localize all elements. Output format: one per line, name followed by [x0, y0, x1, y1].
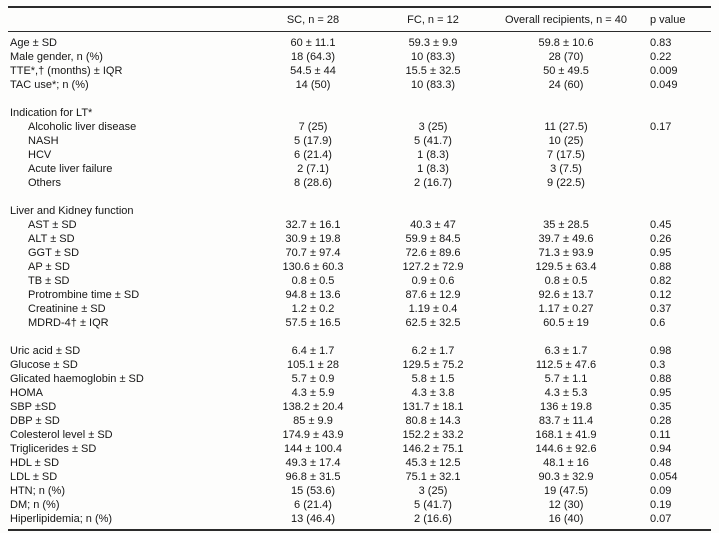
row-label: TAC use*; n (%): [10, 79, 89, 91]
cell-pvalue: 0.35: [650, 401, 672, 413]
cell-overall: 9 (22.5): [547, 177, 585, 189]
cell-overall: 129.5 ± 63.4: [535, 261, 597, 273]
header-fc: FC, n = 12: [407, 13, 459, 26]
cell-pvalue: 0.11: [650, 429, 671, 441]
cell-sc: 54.5 ± 44: [290, 65, 336, 77]
cell-sc: 30.9 ± 19.8: [285, 233, 341, 245]
cell-sc: 70.7 ± 97.4: [285, 247, 341, 259]
spacer-row: [8, 330, 711, 344]
table-row: [8, 50, 711, 64]
cell-pvalue: 0.95: [650, 387, 672, 399]
cell-fc: 146.2 ± 75.1: [402, 443, 464, 455]
cell-fc: 62.5 ± 32.5: [405, 317, 461, 329]
cell-sc: 7 (25): [298, 121, 328, 133]
cell-overall: 1.17 ± 0.27: [538, 303, 594, 315]
cell-fc: 45.3 ± 12.5: [405, 457, 461, 469]
cell-overall: 35 ± 28.5: [543, 219, 589, 231]
table-row: [8, 498, 711, 512]
cell-sc: 18 (64.3): [290, 51, 336, 63]
cell-overall: 19 (47.5): [543, 485, 589, 497]
cell-sc: 105.1 ± 28: [287, 359, 339, 371]
table-row: [8, 512, 711, 526]
row-label: Colesterol level ± SD: [10, 429, 113, 441]
cell-pvalue: 0.22: [650, 51, 672, 63]
table-row: [8, 344, 711, 358]
cell-overall: 59.8 ± 10.6: [538, 37, 594, 49]
cell-fc: 1.19 ± 0.4: [408, 303, 458, 315]
cell-fc: 75.1 ± 32.1: [405, 471, 461, 483]
table-row: [8, 288, 711, 302]
row-label: GGT ± SD: [28, 247, 80, 259]
spacer-row: [8, 190, 711, 204]
row-label: AST ± SD: [28, 219, 77, 231]
table-row: [8, 358, 711, 372]
table-row: [8, 274, 711, 288]
cell-overall: 12 (30): [548, 499, 584, 511]
table-row: [8, 302, 711, 316]
table-row: [8, 64, 711, 78]
cell-overall: 48.1 ± 16: [543, 457, 589, 469]
header-pvalue: p value: [650, 13, 686, 26]
cell-overall: 10 (25): [548, 135, 584, 147]
cell-sc: 13 (46.4): [290, 513, 336, 525]
cell-overall: 71.3 ± 93.9: [538, 247, 594, 259]
cell-pvalue: 0.88: [650, 373, 672, 385]
cell-fc: 1 (8.3): [417, 163, 449, 175]
table-row: [8, 260, 711, 274]
cell-sc: 5 (17.9): [294, 135, 332, 147]
cell-pvalue: 0.83: [650, 37, 672, 49]
cell-fc: 2 (16.7): [414, 177, 452, 189]
cell-sc: 85 ± 9.9: [293, 415, 333, 427]
row-label: Glicated haemoglobin ± SD: [10, 373, 144, 385]
cell-sc: 138.2 ± 20.4: [282, 401, 344, 413]
cell-overall: 136 ± 19.8: [540, 401, 592, 413]
cell-overall: 28 (70): [548, 51, 584, 63]
cell-overall: 16 (40): [548, 513, 584, 525]
cell-pvalue: 0.95: [650, 247, 672, 259]
cell-fc: 40.3 ± 47: [410, 219, 456, 231]
cell-pvalue: 0.049: [650, 79, 678, 91]
cell-overall: 112.5 ± 47.6: [535, 359, 597, 371]
cell-sc: 6 (21.4): [294, 499, 332, 511]
cell-pvalue: 0.98: [650, 345, 672, 357]
cell-overall: 60.5 ± 19: [543, 317, 589, 329]
cell-sc: 1.2 ± 0.2: [291, 303, 335, 315]
header-overall: Overall recipients, n = 40: [505, 13, 627, 26]
cell-fc: 127.2 ± 72.9: [402, 261, 464, 273]
cell-fc: 2 (16.6): [414, 513, 452, 525]
cell-overall: 50 ± 49.5: [543, 65, 589, 77]
cell-overall: 144.6 ± 92.6: [535, 443, 597, 455]
cell-pvalue: 0.94: [650, 443, 672, 455]
row-label: HTN; n (%): [10, 485, 65, 497]
row-label: HDL ± SD: [10, 457, 60, 469]
row-label: AP ± SD: [28, 261, 70, 273]
table-row: [8, 400, 711, 414]
comparison-table: [8, 6, 711, 531]
cell-pvalue: 0.82: [650, 275, 672, 287]
row-label: Acute liver failure: [28, 163, 113, 175]
cell-fc: 1 (8.3): [417, 149, 449, 161]
table-row: [8, 470, 711, 484]
row-label: Male gender, n (%): [10, 51, 103, 63]
table-row: [8, 162, 711, 176]
table-row: [8, 78, 711, 92]
row-label: Others: [28, 177, 62, 189]
cell-pvalue: 0.6: [650, 317, 666, 329]
cell-fc: 6.2 ± 1.7: [411, 345, 455, 357]
row-label: Hiperlipidemia; n (%): [10, 513, 113, 525]
cell-fc: 72.6 ± 89.6: [405, 247, 461, 259]
cell-overall: 0.8 ± 0.5: [544, 275, 588, 287]
cell-sc: 49.3 ± 17.4: [285, 457, 341, 469]
header-sc: SC, n = 28: [286, 13, 340, 26]
row-label: Glucose ± SD: [10, 359, 78, 371]
row-label: Uric acid ± SD: [10, 345, 81, 357]
cell-overall: 5.7 ± 1.1: [544, 373, 588, 385]
cell-pvalue: 0.3: [650, 359, 666, 371]
cell-overall: 3 (7.5): [550, 163, 582, 175]
table-header-row: [8, 8, 711, 32]
section-label: Liver and Kidney function: [10, 205, 134, 217]
cell-sc: 0.8 ± 0.5: [291, 275, 335, 287]
cell-sc: 6 (21.4): [294, 149, 332, 161]
cell-overall: 168.1 ± 41.9: [535, 429, 597, 441]
cell-sc: 6.4 ± 1.7: [291, 345, 335, 357]
table-row: [8, 316, 711, 330]
spacer-row: [8, 92, 711, 106]
cell-fc: 129.5 ± 75.2: [402, 359, 464, 371]
cell-pvalue: 0.88: [650, 261, 672, 273]
cell-fc: 87.6 ± 12.9: [405, 289, 461, 301]
cell-overall: 11 (27.5): [544, 121, 588, 133]
cell-pvalue: 0.19: [650, 499, 672, 511]
cell-fc: 10 (83.3): [410, 51, 456, 63]
section-header-row: [8, 106, 711, 120]
cell-fc: 5 (41.7): [414, 499, 452, 511]
cell-pvalue: 0.054: [650, 471, 678, 483]
cell-pvalue: 0.26: [650, 233, 672, 245]
cell-fc: 5 (41.7): [414, 135, 452, 147]
cell-fc: 10 (83.3): [410, 79, 456, 91]
row-label: ALT ± SD: [28, 233, 75, 245]
cell-overall: 4.3 ± 5.3: [544, 387, 588, 399]
cell-overall: 6.3 ± 1.7: [544, 345, 588, 357]
cell-overall: 7 (17.5): [547, 149, 585, 161]
cell-sc: 174.9 ± 43.9: [282, 429, 344, 441]
cell-fc: 3 (25): [418, 485, 448, 497]
cell-overall: 92.6 ± 13.7: [538, 289, 594, 301]
row-label: MDRD-4† ± IQR: [28, 317, 109, 329]
cell-pvalue: 0.37: [650, 303, 672, 315]
cell-pvalue: 0.009: [650, 65, 678, 77]
cell-sc: 144 ± 100.4: [283, 443, 343, 455]
cell-overall: 90.3 ± 32.9: [538, 471, 594, 483]
table-row: [8, 456, 711, 470]
cell-pvalue: 0.45: [650, 219, 672, 231]
cell-pvalue: 0.48: [650, 457, 672, 469]
cell-pvalue: 0.17: [650, 121, 672, 133]
cell-fc: 131.7 ± 18.1: [402, 401, 464, 413]
table-row: [8, 442, 711, 456]
cell-sc: 5.7 ± 0.9: [291, 373, 335, 385]
cell-sc: 15 (53.6): [290, 485, 336, 497]
section-header-row: [8, 204, 711, 218]
cell-sc: 60 ± 11.1: [290, 37, 336, 49]
cell-fc: 15.5 ± 32.5: [405, 65, 461, 77]
cell-pvalue: 0.09: [650, 485, 672, 497]
cell-sc: 130.6 ± 60.3: [282, 261, 344, 273]
cell-sc: 14 (50): [295, 79, 331, 91]
cell-sc: 8 (28.6): [294, 177, 332, 189]
row-label: LDL ± SD: [10, 471, 58, 483]
cell-fc: 4.3 ± 3.8: [411, 387, 455, 399]
table-row: [8, 218, 711, 232]
cell-sc: 32.7 ± 16.1: [285, 219, 341, 231]
cell-overall: 39.7 ± 49.6: [538, 233, 594, 245]
row-label: NASH: [28, 135, 59, 147]
table-row: [8, 484, 711, 498]
table-row: [8, 246, 711, 260]
cell-fc: 80.8 ± 14.3: [405, 415, 461, 427]
row-label: Alcoholic liver disease: [28, 121, 137, 133]
cell-pvalue: 0.12: [650, 289, 672, 301]
row-label: DM; n (%): [10, 499, 60, 511]
cell-fc: 59.9 ± 84.5: [405, 233, 461, 245]
cell-fc: 59.3 ± 9.9: [408, 37, 458, 49]
cell-fc: 152.2 ± 33.2: [402, 429, 464, 441]
section-label: Indication for LT*: [10, 107, 93, 119]
table-row: [8, 428, 711, 442]
row-label: Triglicerides ± SD: [10, 443, 97, 455]
table-row: [8, 148, 711, 162]
table-body: [8, 32, 711, 529]
row-label: HCV: [28, 149, 52, 161]
row-label: HOMA: [10, 387, 43, 399]
cell-overall: 24 (60): [548, 79, 584, 91]
cell-sc: 4.3 ± 5.9: [291, 387, 335, 399]
row-label: DBP ± SD: [10, 415, 60, 427]
row-label: Age ± SD: [10, 37, 58, 49]
table-row: [8, 36, 711, 50]
cell-sc: 57.5 ± 16.5: [285, 317, 341, 329]
table-row: [8, 176, 711, 190]
cell-fc: 5.8 ± 1.5: [411, 373, 455, 385]
table-row: [8, 120, 711, 134]
row-label: TTE*,† (months) ± IQR: [10, 65, 123, 77]
cell-sc: 96.8 ± 31.5: [285, 471, 341, 483]
row-label: SBP ±SD: [10, 401, 57, 413]
cell-fc: 3 (25): [418, 121, 448, 133]
row-label: Creatinine ± SD: [28, 303, 106, 315]
table-row: [8, 386, 711, 400]
cell-overall: 83.7 ± 11.4: [538, 415, 594, 427]
row-label: Protrombine time ± SD: [28, 289, 140, 301]
cell-fc: 0.9 ± 0.6: [411, 275, 455, 287]
table-row: [8, 134, 711, 148]
cell-pvalue: 0.28: [650, 415, 672, 427]
row-label: TB ± SD: [28, 275, 70, 287]
table-row: [8, 372, 711, 386]
table-row: [8, 232, 711, 246]
cell-pvalue: 0.07: [650, 513, 672, 525]
table-row: [8, 414, 711, 428]
cell-sc: 2 (7.1): [297, 163, 329, 175]
cell-sc: 94.8 ± 13.6: [285, 289, 341, 301]
